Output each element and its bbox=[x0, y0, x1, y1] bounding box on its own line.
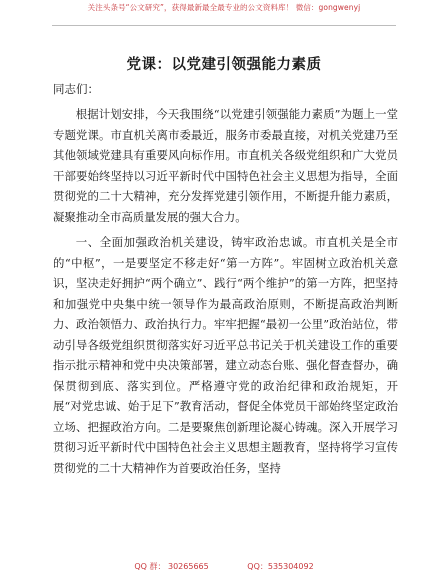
footer-contacts bbox=[0, 561, 448, 573]
header-banner: 关注头条号“公文研究”，获得最新最全最专业的公文资料库！ 微信：gongwenyj bbox=[87, 3, 361, 12]
salutation: 同志们： bbox=[53, 82, 99, 96]
footer-qq-group: QQ 群： 30265665 bbox=[134, 562, 209, 571]
header-divider bbox=[52, 25, 396, 26]
document-body bbox=[53, 104, 398, 478]
paragraph-section-one: 一、全面加强政治机关建设，铸牢政治忠诚。市直机关是全市的“中枢”，一是要坚定不移走好“第一方阵”。牢固树立政治机关意识，坚决走好拥护“两个确立”、践行“两个维护”的第一方阵，把坚持和加强党中央集中统一领导作为最高政治原则，不断提高政治判断力、政治领悟力、政治执行力。牢牢把握“最初一公里”政治站位，带动引导各级党组织贯彻落实好习近平总书记关于机关建设工作的重要指示批示精神和党中央决策部署，建立动态台账、强化督查督办，确保贯彻到底、落实到位。严格遵守党的政治纪律和政治规矩，开展“对党忠诚、始于足下”教育活动，督促全体党员干部始终坚定政治立场、把握政治方向。二是要聚焦创新理论凝心铸魂。深入开展学习贯彻习近平新时代中国特色社会主义思想主题教育，坚持将学习宣传贯彻党的二十大精神作为首要政治任务，坚持 bbox=[53, 235, 398, 475]
document-title: 党课：以党建引领强能力素质 bbox=[126, 56, 322, 73]
paragraph-intro: 根据计划安排，今天我围绕“以党建引领强能力素质”为题上一堂专题党课。市直机关离市委最近，服务市委最直接，对机关党建乃至其他领域党建具有重要风向标作用。市直机关各级党组织和广大党员干部要始终坚持以习近平新时代中国特色社会主义思想为指导，全面贯彻党的二十大精神，充分发挥党建引领作用，不断提升能力素质，凝聚推动全市高质量发展的强大合力。 bbox=[53, 107, 398, 224]
footer-qq-number: QQ：535304092 bbox=[247, 562, 314, 571]
